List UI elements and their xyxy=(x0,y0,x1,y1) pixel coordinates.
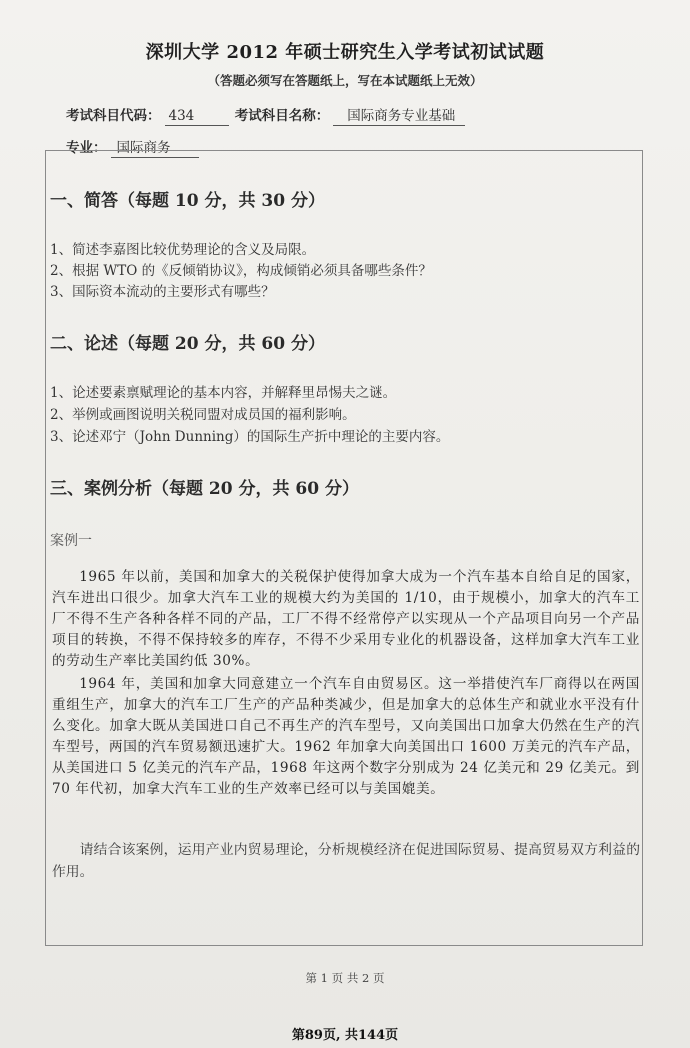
section-heading-1: 一、简答（每题 10 分，共 30 分） xyxy=(50,191,325,211)
case-prompt: 请结合该案例，运用产业内贸易理论，分析规模经济在促进国际贸易、提高贸易双方利益的作用。 xyxy=(52,842,640,880)
question-1-3: 3、国际资本流动的主要形式有哪些？ xyxy=(50,284,275,300)
question-2-2: 2、举例或画图说明关税同盟对成员国的福利影响。 xyxy=(50,407,356,423)
subject-info-row xyxy=(66,104,465,126)
exam-instruction: （答题必须写在答题纸上，写在本试题纸上无效） xyxy=(207,73,483,88)
question-1-2: 2、根据 WTO 的《反倾销协议》，构成倾销必须具备哪些条件？ xyxy=(50,263,432,279)
document-page-counter: 第89页, 共144页 xyxy=(291,1028,399,1043)
major-label: 专业： xyxy=(66,140,107,156)
section-heading-2: 二、论述（每题 20 分，共 60 分） xyxy=(50,334,325,354)
page-number: 第 1 页 共 2 页 xyxy=(305,971,385,985)
subject-code-value: 434 xyxy=(165,108,229,126)
case-label: 案例一 xyxy=(50,533,92,549)
subject-name-label: 考试科目名称： xyxy=(234,108,330,124)
section-heading-3: 三、案例分析（每题 20 分，共 60 分） xyxy=(50,479,359,499)
case-paragraph-1: 1965 年以前，美国和加拿大的关税保护使得加拿大成为一个汽车基本自给自足的国家，汽车进出口很少。加拿大汽车工业的规模大约为美国的 1/10，由于规模小，加拿大的汽车工厂不得不生产各种各样不同的产品，工厂不得不经常停产以实现从一个产品项目向另一个产品项目的转换，不得不保持较多的库存，不得不少采用专业化的机器设备，这样加拿大汽车工业的劳动生产率比美国约低 30%。 xyxy=(52,569,640,669)
subject-name-value: 国际商务专业基础 xyxy=(333,104,465,126)
major-value: 国际商务 xyxy=(111,136,199,158)
question-2-1: 1、论述要素禀赋理论的基本内容，并解释里昂惕夫之谜。 xyxy=(50,385,397,401)
case-paragraph-2: 1964 年，美国和加拿大同意建立一个汽车自由贸易区。这一举措使汽车厂商得以在两国重组生产，加拿大的汽车工厂生产的产品种类减少，但是加拿大的总体生产和就业水平没有什么变化。加拿大既从美国进口自己不再生产的汽车型号，又向美国出口加拿大仍然在生产的汽车型号，两国的汽车贸易额迅速扩大。1962 年加拿大向美国出口 1600 万美元的汽车产品，从美国进口 5 亿美元的汽车产品，1968 年这两个数字分别成为 24 亿美元和 29 亿美元。到 70 年代初，加拿大汽车工业的生产效率已经可以与美国媲美。 xyxy=(52,676,640,797)
question-1-1: 1、简述李嘉图比较优势理论的含义及局限。 xyxy=(50,242,316,258)
subject-code-label: 考试科目代码： xyxy=(66,108,161,124)
exam-title: 深圳大学 2012 年硕士研究生入学考试初试试题 xyxy=(145,42,545,63)
question-2-3: 3、论述邓宁（John Dunning）的国际生产折中理论的主要内容。 xyxy=(50,429,450,445)
